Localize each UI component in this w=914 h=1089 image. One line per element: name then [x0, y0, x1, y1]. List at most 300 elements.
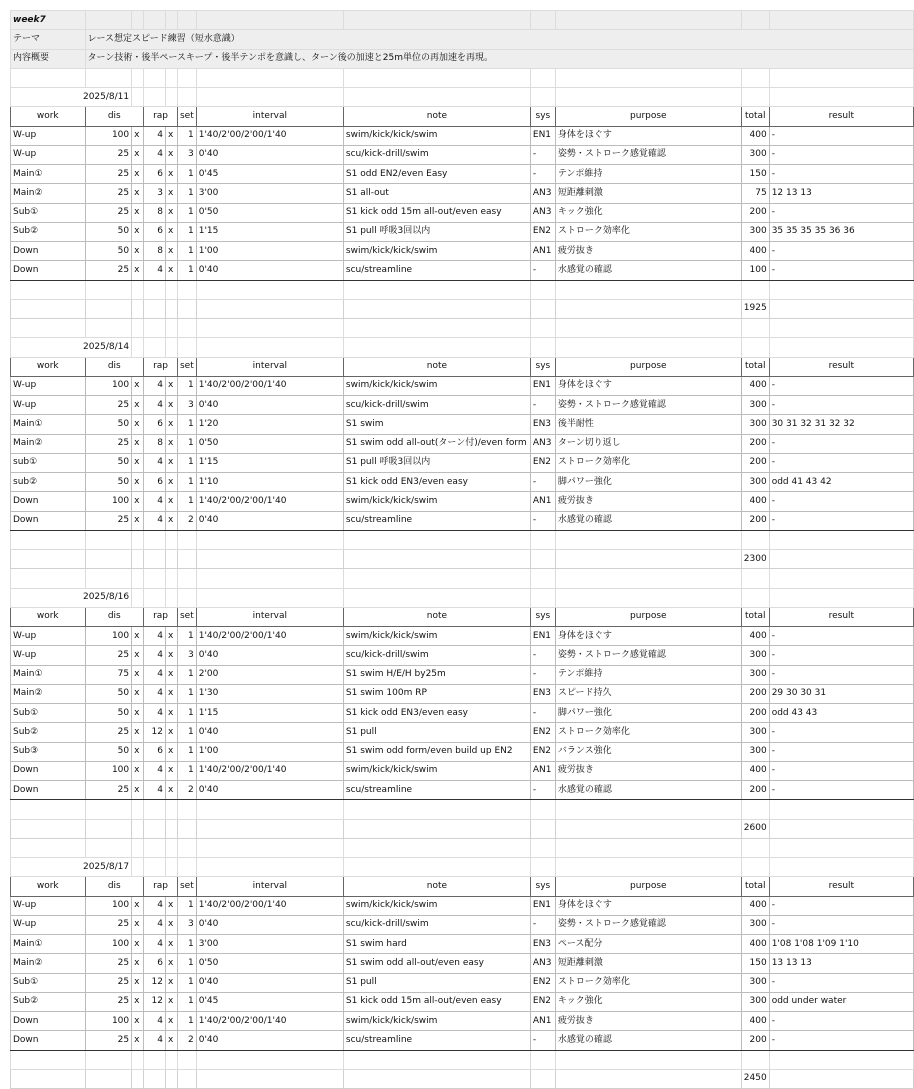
cell-x1: x	[132, 742, 144, 761]
cell-total: 300	[741, 473, 769, 492]
cell-dis: 25	[85, 511, 132, 530]
cell-work: Sub②	[11, 723, 86, 742]
cell-x2: x	[166, 761, 178, 780]
cell-total: 200	[741, 704, 769, 723]
cell-set: 3	[177, 145, 196, 164]
cell-result: -	[769, 781, 913, 800]
spacer-row	[11, 838, 914, 857]
cell-interval: 0'40	[196, 145, 343, 164]
cell-total: 300	[741, 415, 769, 434]
table-row	[11, 704, 914, 723]
cell-dis: 50	[85, 453, 132, 472]
cell-interval: 1'40/2'00/2'00/1'40	[196, 126, 343, 145]
week-title: week7	[11, 11, 86, 30]
cell-total: 400	[741, 1012, 769, 1031]
cell-x2: x	[166, 376, 178, 395]
cell-set: 1	[177, 684, 196, 703]
cell-sys: -	[530, 1031, 555, 1050]
table-row	[11, 742, 914, 761]
session-date-row	[11, 88, 914, 107]
cell-x2: x	[166, 396, 178, 415]
cell-dis: 100	[85, 492, 132, 511]
table-row	[11, 261, 914, 280]
cell-purpose: 脚パワー強化	[555, 704, 741, 723]
summary-row	[11, 49, 914, 68]
cell-x2: x	[166, 434, 178, 453]
cell-rap: 4	[144, 781, 166, 800]
cell-sys: EN3	[530, 935, 555, 954]
col-rap: rap	[144, 107, 178, 126]
cell-rap: 4	[144, 126, 166, 145]
cell-total: 200	[741, 453, 769, 472]
cell-rap: 8	[144, 203, 166, 222]
cell-result: -	[769, 1031, 913, 1050]
cell-result: -	[769, 145, 913, 164]
col-set: set	[177, 107, 196, 126]
cell-note: S1 pull	[343, 723, 530, 742]
cell-set: 1	[177, 453, 196, 472]
cell-x2: x	[166, 145, 178, 164]
table-row	[11, 684, 914, 703]
cell-note: swim/kick/kick/swim	[343, 376, 530, 395]
cell-rap: 4	[144, 761, 166, 780]
cell-x1: x	[132, 453, 144, 472]
cell-result: -	[769, 761, 913, 780]
cell-result: -	[769, 434, 913, 453]
cell-purpose: 身体をほぐす	[555, 126, 741, 145]
session-date: 2025/8/16	[11, 588, 132, 607]
cell-x2: x	[166, 896, 178, 915]
cell-dis: 50	[85, 684, 132, 703]
cell-purpose: 疲労抜き	[555, 492, 741, 511]
col-rap: rap	[144, 357, 178, 376]
cell-interval: 1'40/2'00/2'00/1'40	[196, 376, 343, 395]
cell-dis: 25	[85, 145, 132, 164]
cell-sys: AN3	[530, 954, 555, 973]
col-dis: dis	[85, 877, 144, 896]
cell-sys: -	[530, 665, 555, 684]
cell-purpose: 疲労抜き	[555, 1012, 741, 1031]
col-note: note	[343, 107, 530, 126]
cell-total: 400	[741, 126, 769, 145]
cell-note: scu/kick-drill/swim	[343, 396, 530, 415]
cell-x2: x	[166, 1031, 178, 1050]
cell-interval: 1'00	[196, 242, 343, 261]
session-total-row	[11, 819, 914, 838]
cell-interval: 2'00	[196, 665, 343, 684]
cell-x2: x	[166, 704, 178, 723]
cell-interval: 0'50	[196, 954, 343, 973]
cell-x1: x	[132, 781, 144, 800]
cell-x2: x	[166, 415, 178, 434]
cell-work: Main①	[11, 935, 86, 954]
cell-sys: EN3	[530, 684, 555, 703]
cell-set: 1	[177, 492, 196, 511]
cell-x1: x	[132, 992, 144, 1011]
cell-interval: 1'10	[196, 473, 343, 492]
cell-work: Down	[11, 261, 86, 280]
col-total: total	[741, 877, 769, 896]
cell-interval: 3'00	[196, 184, 343, 203]
table-row	[11, 242, 914, 261]
cell-work: W-up	[11, 376, 86, 395]
cell-purpose: 身体をほぐす	[555, 627, 741, 646]
cell-note: scu/kick-drill/swim	[343, 915, 530, 934]
cell-rap: 4	[144, 1031, 166, 1050]
cell-total: 400	[741, 242, 769, 261]
cell-total: 300	[741, 742, 769, 761]
cell-rap: 4	[144, 665, 166, 684]
cell-result: -	[769, 896, 913, 915]
cell-rap: 4	[144, 627, 166, 646]
cell-rap: 12	[144, 973, 166, 992]
col-sys: sys	[530, 357, 555, 376]
cell-set: 1	[177, 627, 196, 646]
cell-interval: 1'40/2'00/2'00/1'40	[196, 627, 343, 646]
cell-work: W-up	[11, 396, 86, 415]
column-header-row	[11, 607, 914, 626]
cell-result: 29 30 30 31	[769, 684, 913, 703]
cell-total: 300	[741, 665, 769, 684]
cell-sys: EN1	[530, 627, 555, 646]
cell-set: 1	[177, 954, 196, 973]
cell-result: -	[769, 973, 913, 992]
cell-x1: x	[132, 1031, 144, 1050]
cell-x2: x	[166, 203, 178, 222]
cell-sys: -	[530, 646, 555, 665]
cell-sys: AN1	[530, 242, 555, 261]
cell-note: scu/kick-drill/swim	[343, 145, 530, 164]
cell-work: Down	[11, 781, 86, 800]
cell-x1: x	[132, 145, 144, 164]
cell-rap: 4	[144, 896, 166, 915]
cell-sys: -	[530, 781, 555, 800]
col-note: note	[343, 877, 530, 896]
cell-purpose: 水感覚の確認	[555, 1031, 741, 1050]
cell-dis: 25	[85, 646, 132, 665]
cell-x1: x	[132, 511, 144, 530]
cell-dis: 25	[85, 915, 132, 934]
cell-sys: EN2	[530, 453, 555, 472]
cell-note: swim/kick/kick/swim	[343, 761, 530, 780]
col-purpose: purpose	[555, 107, 741, 126]
col-note: note	[343, 357, 530, 376]
cell-sys: AN1	[530, 492, 555, 511]
cell-x1: x	[132, 492, 144, 511]
cell-work: Down	[11, 1012, 86, 1031]
table-row	[11, 396, 914, 415]
cell-x1: x	[132, 222, 144, 241]
cell-x1: x	[132, 896, 144, 915]
cell-work: Main①	[11, 665, 86, 684]
col-interval: interval	[196, 107, 343, 126]
cell-set: 1	[177, 973, 196, 992]
cell-x2: x	[166, 1012, 178, 1031]
cell-total: 200	[741, 434, 769, 453]
cell-rap: 6	[144, 954, 166, 973]
cell-result: -	[769, 511, 913, 530]
cell-total: 300	[741, 992, 769, 1011]
table-row	[11, 492, 914, 511]
cell-result: -	[769, 492, 913, 511]
cell-note: S1 pull	[343, 973, 530, 992]
cell-work: Sub②	[11, 222, 86, 241]
cell-rap: 8	[144, 434, 166, 453]
cell-interval: 1'15	[196, 704, 343, 723]
cell-sys: AN3	[530, 184, 555, 203]
cell-x1: x	[132, 684, 144, 703]
col-interval: interval	[196, 877, 343, 896]
cell-purpose: 水感覚の確認	[555, 781, 741, 800]
cell-x1: x	[132, 126, 144, 145]
session-date: 2025/8/17	[11, 858, 132, 877]
cell-result: -	[769, 376, 913, 395]
cell-rap: 6	[144, 415, 166, 434]
cell-set: 1	[177, 261, 196, 280]
cell-work: Down	[11, 242, 86, 261]
col-purpose: purpose	[555, 607, 741, 626]
cell-total: 200	[741, 511, 769, 530]
cell-result: 1'08 1'08 1'09 1'10	[769, 935, 913, 954]
cell-work: W-up	[11, 646, 86, 665]
cell-result: -	[769, 165, 913, 184]
cell-purpose: ペース配分	[555, 935, 741, 954]
title-row	[11, 11, 914, 30]
cell-note: S1 kick odd EN3/even easy	[343, 473, 530, 492]
cell-total: 300	[741, 646, 769, 665]
cell-sys: -	[530, 261, 555, 280]
cell-note: S1 kick odd 15m all-out/even easy	[343, 992, 530, 1011]
cell-dis: 100	[85, 126, 132, 145]
table-row	[11, 665, 914, 684]
cell-note: S1 swim odd form/even build up EN2	[343, 742, 530, 761]
cell-x2: x	[166, 781, 178, 800]
cell-x1: x	[132, 242, 144, 261]
session-date-row	[11, 588, 914, 607]
cell-dis: 50	[85, 415, 132, 434]
cell-sys: AN3	[530, 434, 555, 453]
cell-x1: x	[132, 396, 144, 415]
cell-result: odd 41 43 42	[769, 473, 913, 492]
cell-work: Sub②	[11, 992, 86, 1011]
cell-work: Sub①	[11, 973, 86, 992]
cell-sys: EN1	[530, 376, 555, 395]
summary-label: 内容概要	[11, 49, 86, 68]
cell-dis: 50	[85, 473, 132, 492]
cell-x2: x	[166, 627, 178, 646]
cell-set: 1	[177, 761, 196, 780]
cell-sys: EN1	[530, 126, 555, 145]
cell-total: 200	[741, 1031, 769, 1050]
cell-result: -	[769, 627, 913, 646]
cell-work: Main②	[11, 684, 86, 703]
cell-note: scu/kick-drill/swim	[343, 646, 530, 665]
cell-interval: 0'40	[196, 1031, 343, 1050]
table-row	[11, 896, 914, 915]
cell-result: -	[769, 261, 913, 280]
table-row	[11, 126, 914, 145]
cell-dis: 100	[85, 376, 132, 395]
cell-purpose: 姿勢・ストローク感覚確認	[555, 646, 741, 665]
cell-result: -	[769, 1012, 913, 1031]
cell-total: 300	[741, 145, 769, 164]
cell-x2: x	[166, 646, 178, 665]
cell-result: -	[769, 646, 913, 665]
cell-note: swim/kick/kick/swim	[343, 627, 530, 646]
cell-set: 2	[177, 511, 196, 530]
cell-interval: 1'40/2'00/2'00/1'40	[196, 896, 343, 915]
cell-purpose: 姿勢・ストローク感覚確認	[555, 915, 741, 934]
cell-sys: -	[530, 165, 555, 184]
cell-x2: x	[166, 126, 178, 145]
cell-note: swim/kick/kick/swim	[343, 242, 530, 261]
blank-row	[11, 1050, 914, 1069]
blank-row	[11, 530, 914, 549]
cell-purpose: 身体をほぐす	[555, 896, 741, 915]
cell-x1: x	[132, 704, 144, 723]
cell-sys: AN1	[530, 1012, 555, 1031]
cell-x2: x	[166, 492, 178, 511]
session-date-row	[11, 338, 914, 357]
cell-note: S1 kick odd EN3/even easy	[343, 704, 530, 723]
cell-x1: x	[132, 646, 144, 665]
cell-result: -	[769, 396, 913, 415]
cell-work: Sub③	[11, 742, 86, 761]
cell-interval: 0'40	[196, 723, 343, 742]
blank-row	[11, 800, 914, 819]
cell-dis: 50	[85, 704, 132, 723]
cell-dis: 100	[85, 761, 132, 780]
cell-rap: 4	[144, 1012, 166, 1031]
col-work: work	[11, 107, 86, 126]
cell-x1: x	[132, 973, 144, 992]
table-row	[11, 434, 914, 453]
table-row	[11, 973, 914, 992]
table-row	[11, 184, 914, 203]
cell-purpose: キック強化	[555, 992, 741, 1011]
col-set: set	[177, 877, 196, 896]
cell-x1: x	[132, 261, 144, 280]
cell-work: sub①	[11, 453, 86, 472]
cell-set: 1	[177, 896, 196, 915]
cell-x1: x	[132, 761, 144, 780]
col-interval: interval	[196, 357, 343, 376]
cell-x1: x	[132, 165, 144, 184]
col-purpose: purpose	[555, 357, 741, 376]
cell-x1: x	[132, 415, 144, 434]
cell-set: 1	[177, 165, 196, 184]
cell-rap: 8	[144, 242, 166, 261]
cell-x2: x	[166, 165, 178, 184]
session-total: 2600	[741, 819, 769, 838]
cell-set: 1	[177, 473, 196, 492]
cell-note: swim/kick/kick/swim	[343, 896, 530, 915]
cell-x2: x	[166, 184, 178, 203]
cell-interval: 0'50	[196, 434, 343, 453]
cell-note: S1 swim	[343, 415, 530, 434]
cell-set: 1	[177, 723, 196, 742]
cell-rap: 4	[144, 511, 166, 530]
cell-note: S1 swim odd all-out(ターン付)/even form	[343, 434, 530, 453]
cell-result: -	[769, 203, 913, 222]
cell-work: sub②	[11, 473, 86, 492]
cell-interval: 1'40/2'00/2'00/1'40	[196, 1012, 343, 1031]
cell-rap: 4	[144, 704, 166, 723]
col-work: work	[11, 877, 86, 896]
cell-note: swim/kick/kick/swim	[343, 126, 530, 145]
cell-set: 1	[177, 704, 196, 723]
cell-work: Down	[11, 511, 86, 530]
cell-dis: 25	[85, 203, 132, 222]
col-sys: sys	[530, 877, 555, 896]
cell-interval: 1'40/2'00/2'00/1'40	[196, 492, 343, 511]
table-row	[11, 1031, 914, 1050]
cell-interval: 1'40/2'00/2'00/1'40	[196, 761, 343, 780]
cell-sys: AN1	[530, 761, 555, 780]
cell-note: scu/streamline	[343, 1031, 530, 1050]
cell-x1: x	[132, 665, 144, 684]
table-row	[11, 781, 914, 800]
cell-sys: EN2	[530, 973, 555, 992]
cell-total: 200	[741, 781, 769, 800]
cell-work: Main①	[11, 415, 86, 434]
cell-set: 3	[177, 646, 196, 665]
cell-total: 400	[741, 376, 769, 395]
cell-set: 1	[177, 184, 196, 203]
cell-purpose: 水感覚の確認	[555, 511, 741, 530]
table-row	[11, 145, 914, 164]
table-row	[11, 723, 914, 742]
cell-note: S1 swim H/E/H by25m	[343, 665, 530, 684]
cell-purpose: 脚パワー強化	[555, 473, 741, 492]
cell-interval: 0'40	[196, 973, 343, 992]
cell-sys: EN3	[530, 415, 555, 434]
cell-x1: x	[132, 434, 144, 453]
cell-result: -	[769, 126, 913, 145]
cell-result: -	[769, 742, 913, 761]
cell-rap: 4	[144, 261, 166, 280]
table-row	[11, 1012, 914, 1031]
cell-total: 400	[741, 896, 769, 915]
cell-purpose: 身体をほぐす	[555, 376, 741, 395]
cell-work: Main②	[11, 954, 86, 973]
cell-total: 200	[741, 684, 769, 703]
cell-dis: 100	[85, 935, 132, 954]
cell-sys: EN2	[530, 723, 555, 742]
cell-sys: -	[530, 396, 555, 415]
cell-interval: 1'15	[196, 222, 343, 241]
cell-x2: x	[166, 665, 178, 684]
table-row	[11, 761, 914, 780]
spacer-row	[11, 319, 914, 338]
col-work: work	[11, 607, 86, 626]
cell-rap: 4	[144, 915, 166, 934]
cell-set: 1	[177, 434, 196, 453]
cell-work: Sub①	[11, 203, 86, 222]
cell-x2: x	[166, 684, 178, 703]
cell-set: 2	[177, 1031, 196, 1050]
cell-note: scu/streamline	[343, 781, 530, 800]
cell-purpose: テンポ維持	[555, 165, 741, 184]
cell-total: 300	[741, 723, 769, 742]
cell-purpose: 疲労抜き	[555, 761, 741, 780]
cell-note: S1 all-out	[343, 184, 530, 203]
cell-purpose: 後半耐性	[555, 415, 741, 434]
cell-note: scu/streamline	[343, 511, 530, 530]
spacer-row	[11, 569, 914, 588]
cell-purpose: バランス強化	[555, 742, 741, 761]
table-row	[11, 935, 914, 954]
